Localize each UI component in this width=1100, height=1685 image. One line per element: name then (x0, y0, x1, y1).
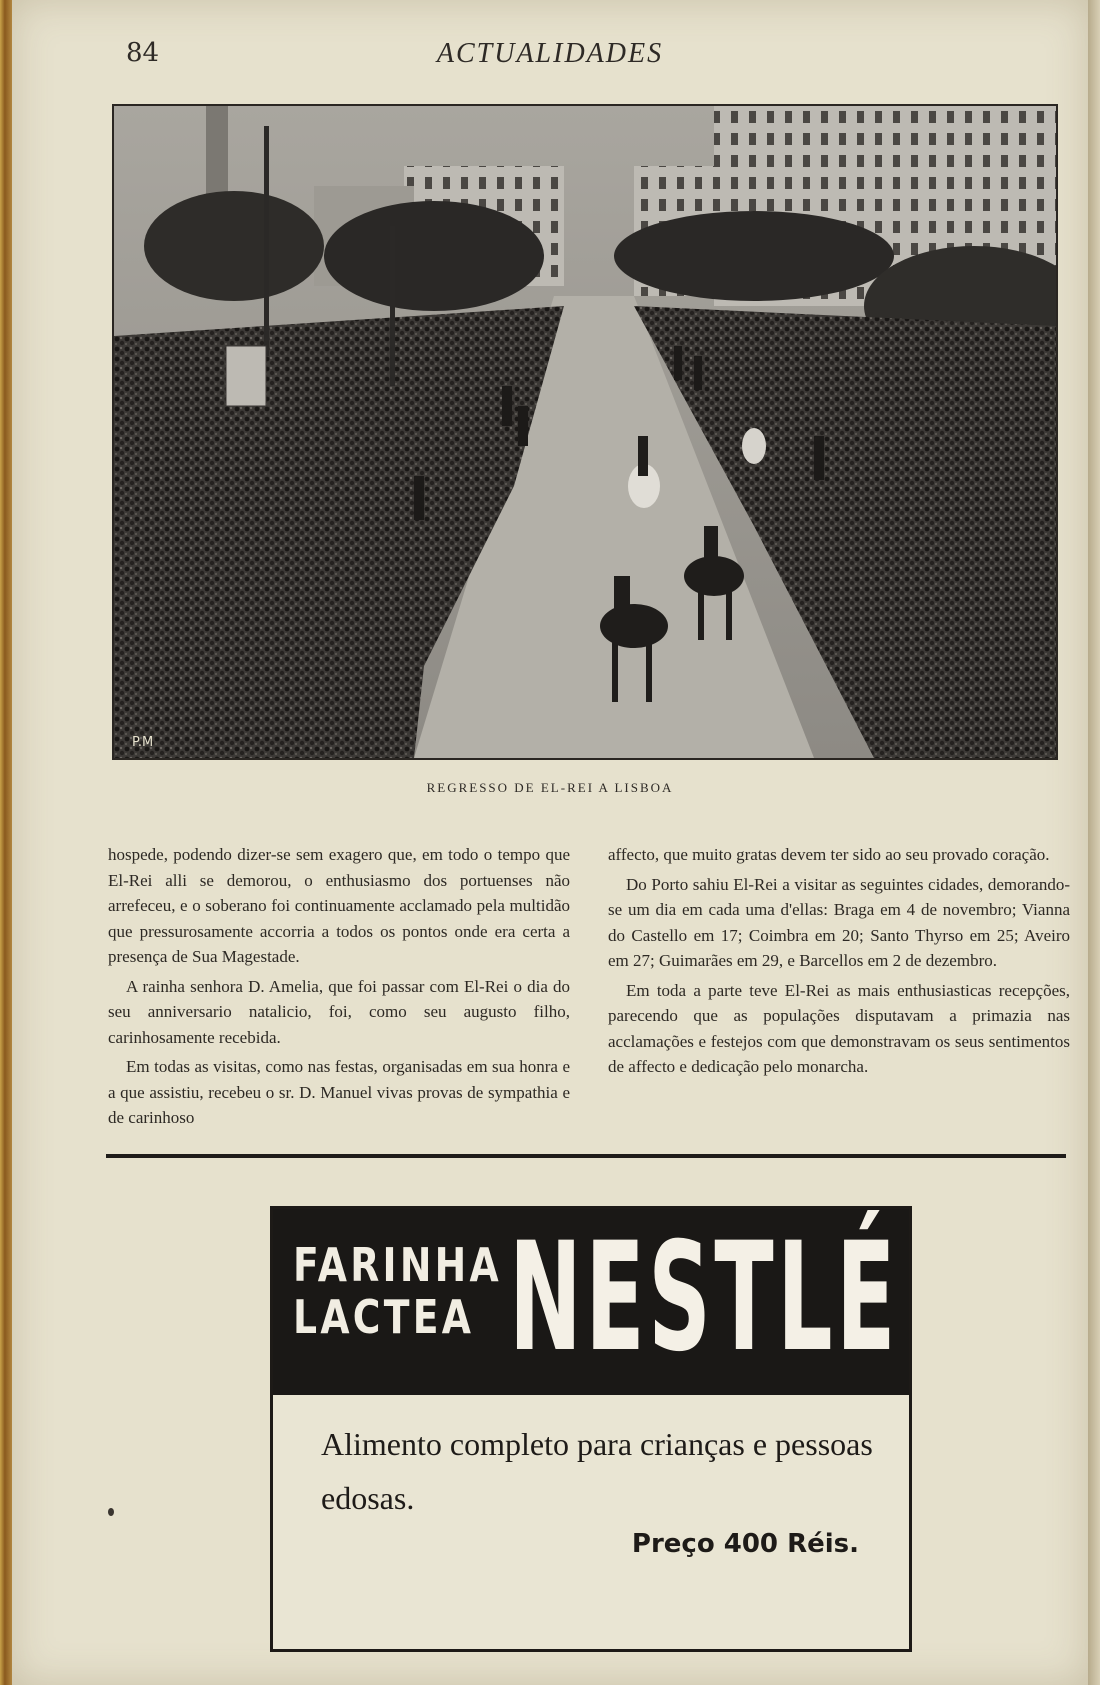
article-left-column (108, 842, 570, 1135)
article-right-column (608, 842, 1070, 1084)
advert-price: Preço 400 Réis. (631, 1529, 859, 1559)
paragraph: Em toda a parte teve El-Rei as mais enthusiasticas recepções, parecendo que as populações disputavam a primazia nas acclamações e festejos com que demonstravam os seus sentimentos de affecto e dedicação pelo monarcha. (608, 980, 1070, 1076)
paragraph: hospede, podendo dizer-se sem exagero que, em todo o tempo que El-Rei alli se demorou, o enthusiasmo dos portuenses não arrefeceu, e o soberano foi continuamente acclamado pela multidão que pressurosamente accorria a todos os pontos onde era certa a presença de Sua Magestade. (108, 845, 570, 966)
advert-banner (273, 1209, 909, 1395)
page-header (12, 38, 1088, 72)
advert-brand: NESTLÉ (509, 1211, 899, 1385)
paragraph: Em todas as visitas, como nas festas, organisadas em sua honra e a que assistiu, recebeu o sr. D. Manuel vivas provas de sympathia e de carinhoso (108, 1057, 570, 1127)
page-number: 84 (126, 38, 160, 68)
photo-signature: P.M (132, 735, 154, 750)
magazine-page (12, 0, 1088, 1685)
nestle-advertisement (270, 1206, 912, 1652)
advert-line-farinha: FARINHA (293, 1238, 503, 1292)
advert-description: Alimento completo para crianças e pessoas edosas. (321, 1426, 873, 1516)
parade-photograph (112, 104, 1058, 760)
paragraph: affecto, que muito gratas devem ter sido ao seu provado coração. (608, 845, 1050, 864)
binding-edge (0, 0, 12, 1685)
section-divider (106, 1154, 1066, 1158)
advert-product-name (293, 1239, 502, 1343)
paragraph: A rainha senhora D. Amelia, que foi passar com El-Rei o dia do seu anniversario natalicio, foi, como seu augusto filho, carinhosamente recebida. (108, 976, 570, 1047)
advert-line-lactea: LACTEA (293, 1290, 475, 1344)
ink-speck (108, 1508, 114, 1516)
photo-caption: REGRESSO DE EL-REI A LISBOA (426, 780, 674, 795)
photo-illustration (114, 106, 1056, 758)
running-title: ACTUALIDADES (436, 38, 664, 69)
page-edge (1088, 0, 1100, 1685)
paragraph: Do Porto sahiu El-Rei a visitar as seguintes cidades, demorando-se um dia em cada uma d'ellas: Braga em 4 de novembro; Vianna do Castello em 17; Coimbra em 20; Santo Thyrso em 25; Aveiro em 27; Guimarães em 29, e Barcellos em 2 de dezembro. (608, 874, 1070, 970)
